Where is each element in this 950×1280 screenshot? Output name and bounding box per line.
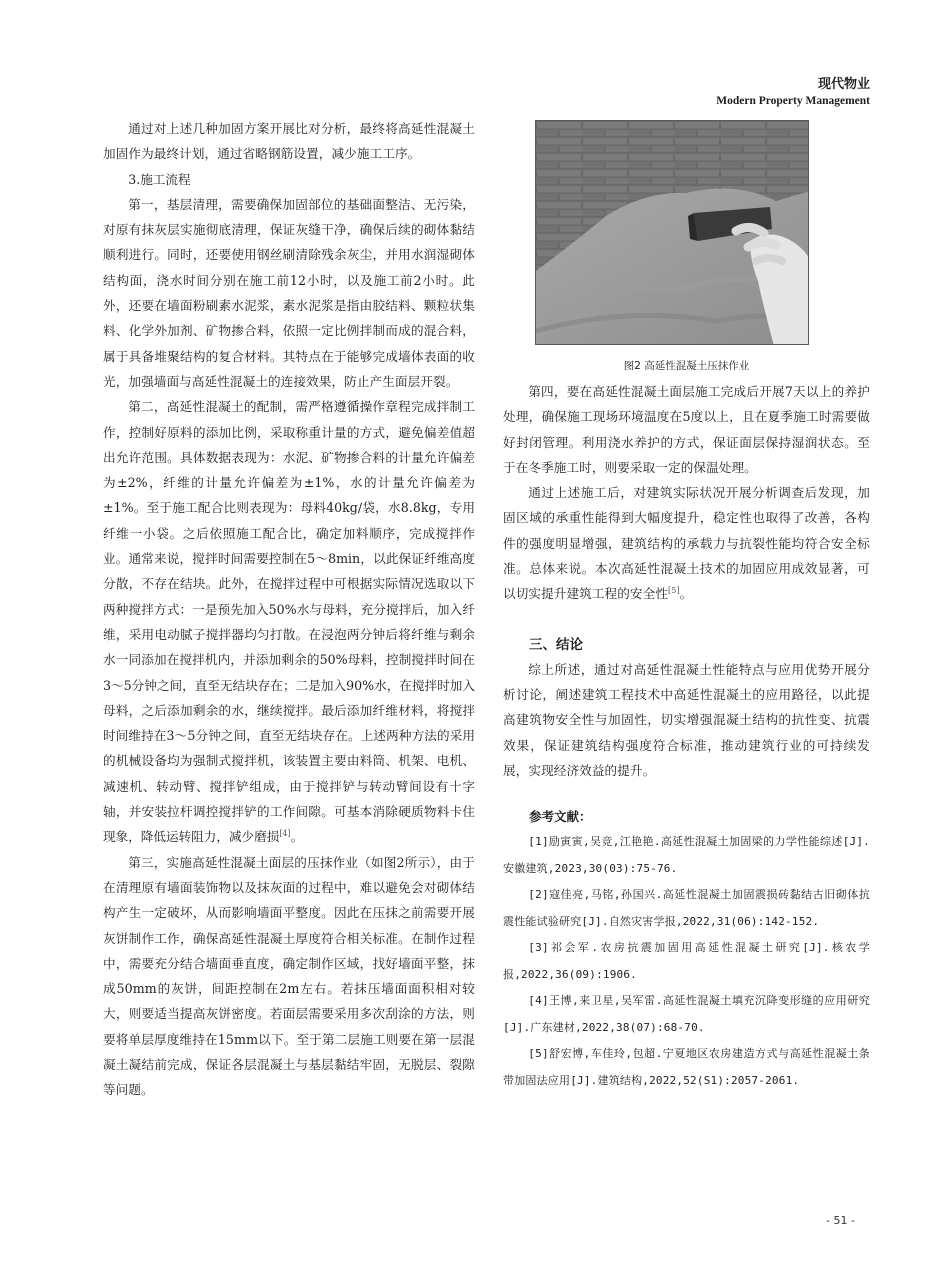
paragraph-conclusion: 综上所述，通过对高延性混凝土性能特点与应用优势开展分析讨论，阐述建筑工程技术中高延性混凝土的应用路径，以此提高建筑物安全性与加固性，切实增强混凝土结构的抗性变、抗震效果，保证建筑结构强度符合标准，推动建筑行业的可持续发展，实现经济效益的提升。	[503, 661, 870, 778]
paragraph-step-two-end: 。	[290, 829, 304, 845]
plastering-image	[536, 121, 809, 345]
citation-4: [4]	[279, 829, 291, 839]
paragraph-results	[503, 480, 870, 606]
paragraph-results-text: 通过上述施工后，对建筑实际状况开展分析调查后发现，加固区域的承重性能得到大幅度提升，稳定性也取得了改善，各构件的强度明显增强，建筑结构的承载力与抗裂性能均符合安全标准。总体来说。本次高延性混凝土技术的加固应用成效显著，可以切实提升建筑工程的安全性	[503, 485, 870, 602]
journal-header	[716, 76, 870, 109]
figure-plastering-photo	[535, 120, 809, 345]
subsection-construction-process: 3.施工流程	[128, 171, 191, 187]
paragraph-step-one: 第一，基层清理，需要确保加固部位的基础面整洁、无污染，对原有抹灰层实施彻底清理，保证灰缝干净，确保后续的砌体黏结顺利进行。同时，还要使用钢丝刷清除残余灰尘，并用水润湿砌体结构面，浇水时间分别在施工前12小时，以及施工前2小时。此外，还要在墙面粉刷素水泥浆，素水泥浆是指由胶结料、颗粒状集料、化学外加剂、矿物掺合料，依照一定比例拌制而成的混合料，属于具备堆聚结构的复合材料。其特点在于能够完成墙体表面的收光，加强墙面与高延性混凝土的连接效果，防止产生面层开裂。	[103, 196, 475, 389]
journal-title-en: Modern Property Management	[716, 95, 870, 107]
citation-5: [5]	[668, 586, 680, 596]
paragraph-plan-conclusion: 通过对上述几种加固方案开展比对分析，最终将高延性混凝土加固作为最终计划，通过省略钢筋设置，减少施工工序。	[103, 121, 475, 162]
section-heading-conclusion: 三、结论	[529, 636, 583, 653]
references-heading: 参考文献：	[529, 809, 592, 825]
reference-item: [2]寇佳亮,马铭,孙国兴.高延性混凝土加固震损砖黏结古旧砌体抗震性能试验研究[J].自然灾害学报,2022,31(06):142-152.	[503, 888, 870, 928]
page-number: - 51 -	[826, 1214, 855, 1227]
journal-title-cn: 现代物业	[817, 77, 870, 92]
paragraph-results-end: 。	[679, 586, 693, 602]
right-column	[503, 116, 870, 1094]
paragraph-step-two-text: 第二，高延性混凝土的配制，需严格遵循操作章程完成拌制工作，控制好原料的添加比例，采取称重计量的方式，避免偏差值超出允许范围。具体数据表现为：水泥、矿物掺合料的计量允许偏差为±2%，纤维的计量允许偏差为±1%，水的计量允许偏差为±1%。至于施工配合比则表现为：母料40kg/袋，水8.8kg，专用纤维一小袋。之后依照施工配合比，确定加料顺序，完成搅拌作业。通常来说，搅拌时间需要控制在5～8min，以此保证纤维高度分散，不存在结块。此外，在搅拌过程中可根据实际情况选取以下两种搅拌方式：一是预先加入50%水与母料，充分搅拌后，加入纤维，采用电动腻子搅拌器均匀打散。在浸泡两分钟后将纤维与剩余水一同添加在搅拌机内，并添加剩余的50%母料，控制搅拌时间在3～5分钟之间，直至无结块存在；二是加入90%水，在搅拌时加入母料，之后添加剩余的水，继续搅拌。最后添加纤维材料，将搅拌时间维持在3～5分钟之间，直至无结块存在。上述两种方法的采用的机械设备均为强制式搅拌机，该装置主要由料筒、机架、电机、减速机、转动臂、搅拌铲组成，由于搅拌铲与转动臂间设有十字轴，并安装拉杆调控搅拌铲的工作间隙。可基本消除硬质物料卡住现象，降低运转阻力，减少磨损	[103, 399, 475, 845]
reference-item: [4]王博,来卫星,吴军雷.高延性混凝土填充沉降变形缝的应用研究[J].广东建材,2022,38(07):68-70.	[503, 994, 870, 1034]
paragraph-step-two	[103, 394, 475, 849]
paragraph-step-four: 第四，要在高延性混凝土面层施工完成后开展7天以上的养护处理，确保施工现场环境温度在5度以上，且在夏季施工时需要做好封闭管理。利用浇水养护的方式，保证面层保持湿润状态。至于在冬季施工时，则要采取一定的保温处理。	[503, 384, 870, 475]
figure-caption: 图2 高延性混凝土压抹作业	[623, 360, 750, 372]
reference-item: [3]祁会军.农房抗震加固用高延性混凝土研究[J].核农学报,2022,36(09):1906.	[503, 941, 870, 981]
reference-item: [1]励寅寅,吴竞,江艳艳.高延性混凝土加固梁的力学性能综述[J].安徽建筑,2023,30(03):75-76.	[503, 835, 870, 875]
paragraph-step-three: 第三，实施高延性混凝土面层的压抹作业（如图2所示），由于在清理原有墙面装饰物以及抹灰面的过程中，难以避免会对砌体结构产生一定破坏，从而影响墙面平整度。因此在压抹之前需要开展灰饼制作工作，确保高延性混凝土厚度符合相关标准。在制作过程中，需要充分结合墙面垂直度，确定制作区域，找好墙面平整，抹成50mm的灰饼，间距控制在2m左右。若抹压墙面面积相对较大，则要适当提高灰饼密度。若面层需要采用多次刮涂的方法，则要将单层厚度维持在15mm以下。至于第二层施工则要在第一层混凝土凝结前完成，保证各层混凝土与基层黏结牢固，无脱层、裂隙等问题。	[103, 854, 475, 1098]
left-column	[103, 116, 475, 1103]
reference-item: [5]舒宏博,车佳玲,包超.宁夏地区农房建造方式与高延性混凝土条带加固法应用[J].建筑结构,2022,52(S1):2057-2061.	[503, 1047, 870, 1087]
